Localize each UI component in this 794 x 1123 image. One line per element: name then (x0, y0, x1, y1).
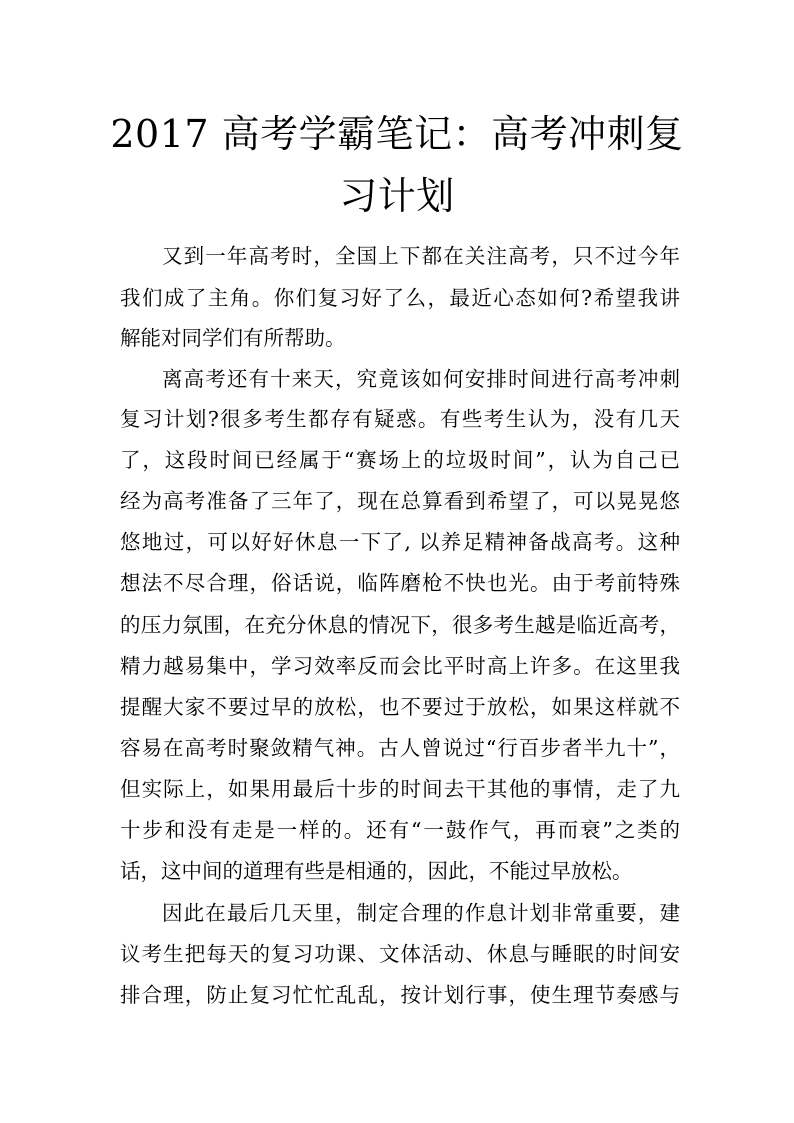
paragraph-3-line-1: 因此在最后几天里，制定合理的作息计划非常重要，建 (162, 901, 680, 925)
paragraph-2-line-4: 经为高考准备了三年了，现在总算看到希望了，可以晃晃悠 (120, 489, 680, 513)
paragraph-2-line-2: 复习计划?很多考生都存有疑惑。有些考生认为，没有几天 (120, 407, 680, 431)
paragraph-2-line-10: 容易在高考时聚敛精气神。古人曾说过“行百步者半九十”， (120, 736, 680, 760)
paragraph-2-line-13: 话，这中间的道理有些是相通的，因此，不能过早放松。 (120, 859, 633, 883)
paragraph-1-line-3: 解能对同学们有所帮助。 (120, 326, 346, 350)
paragraph-1-line-2: 我们成了主角。你们复习好了么，最近心态如何?希望我讲 (120, 286, 680, 310)
paragraph-3-line-2: 议考生把每天的复习功课、文体活动、休息与睡眠的时间安 (120, 942, 680, 966)
paragraph-2-line-5: 悠地过，可以好好休息一下了, 以养足精神备战高考。这种 (120, 530, 680, 554)
paragraph-2-line-9: 提醒大家不要过早的放松，也不要过于放松，如果这样就不 (120, 695, 680, 719)
paragraph-2-line-7: 的压力氛围，在充分休息的情况下，很多考生越是临近高考， (120, 613, 680, 637)
document-title: 2017 高考学霸笔记：高考冲刺复习计划 (110, 112, 684, 218)
paragraph-2-line-6: 想法不尽合理，俗话说，临阵磨枪不快也光。由于考前特殊 (120, 571, 680, 595)
paragraph-1-line-1: 又到一年高考时，全国上下都在关注高考，只不过今年 (162, 244, 680, 268)
paragraph-3-line-3: 排合理，防止复习忙忙乱乱，按计划行事，使生理节奏感与 (120, 983, 680, 1007)
paragraph-2-line-12: 十步和没有走是一样的。还有“一鼓作气，再而衰”之类的 (120, 818, 680, 842)
paragraph-2-line-3: 了，这段时间已经属于“赛场上的垃圾时间”，认为自己已 (120, 448, 680, 472)
paragraph-2-line-8: 精力越易集中，学习效率反而会比平时高上许多。在这里我 (120, 654, 680, 678)
paragraph-2-line-1: 离高考还有十来天，究竟该如何安排时间进行高考冲刺 (162, 367, 680, 391)
paragraph-2-line-11: 但实际上，如果用最后十步的时间去干其他的事情，走了九 (120, 777, 680, 801)
